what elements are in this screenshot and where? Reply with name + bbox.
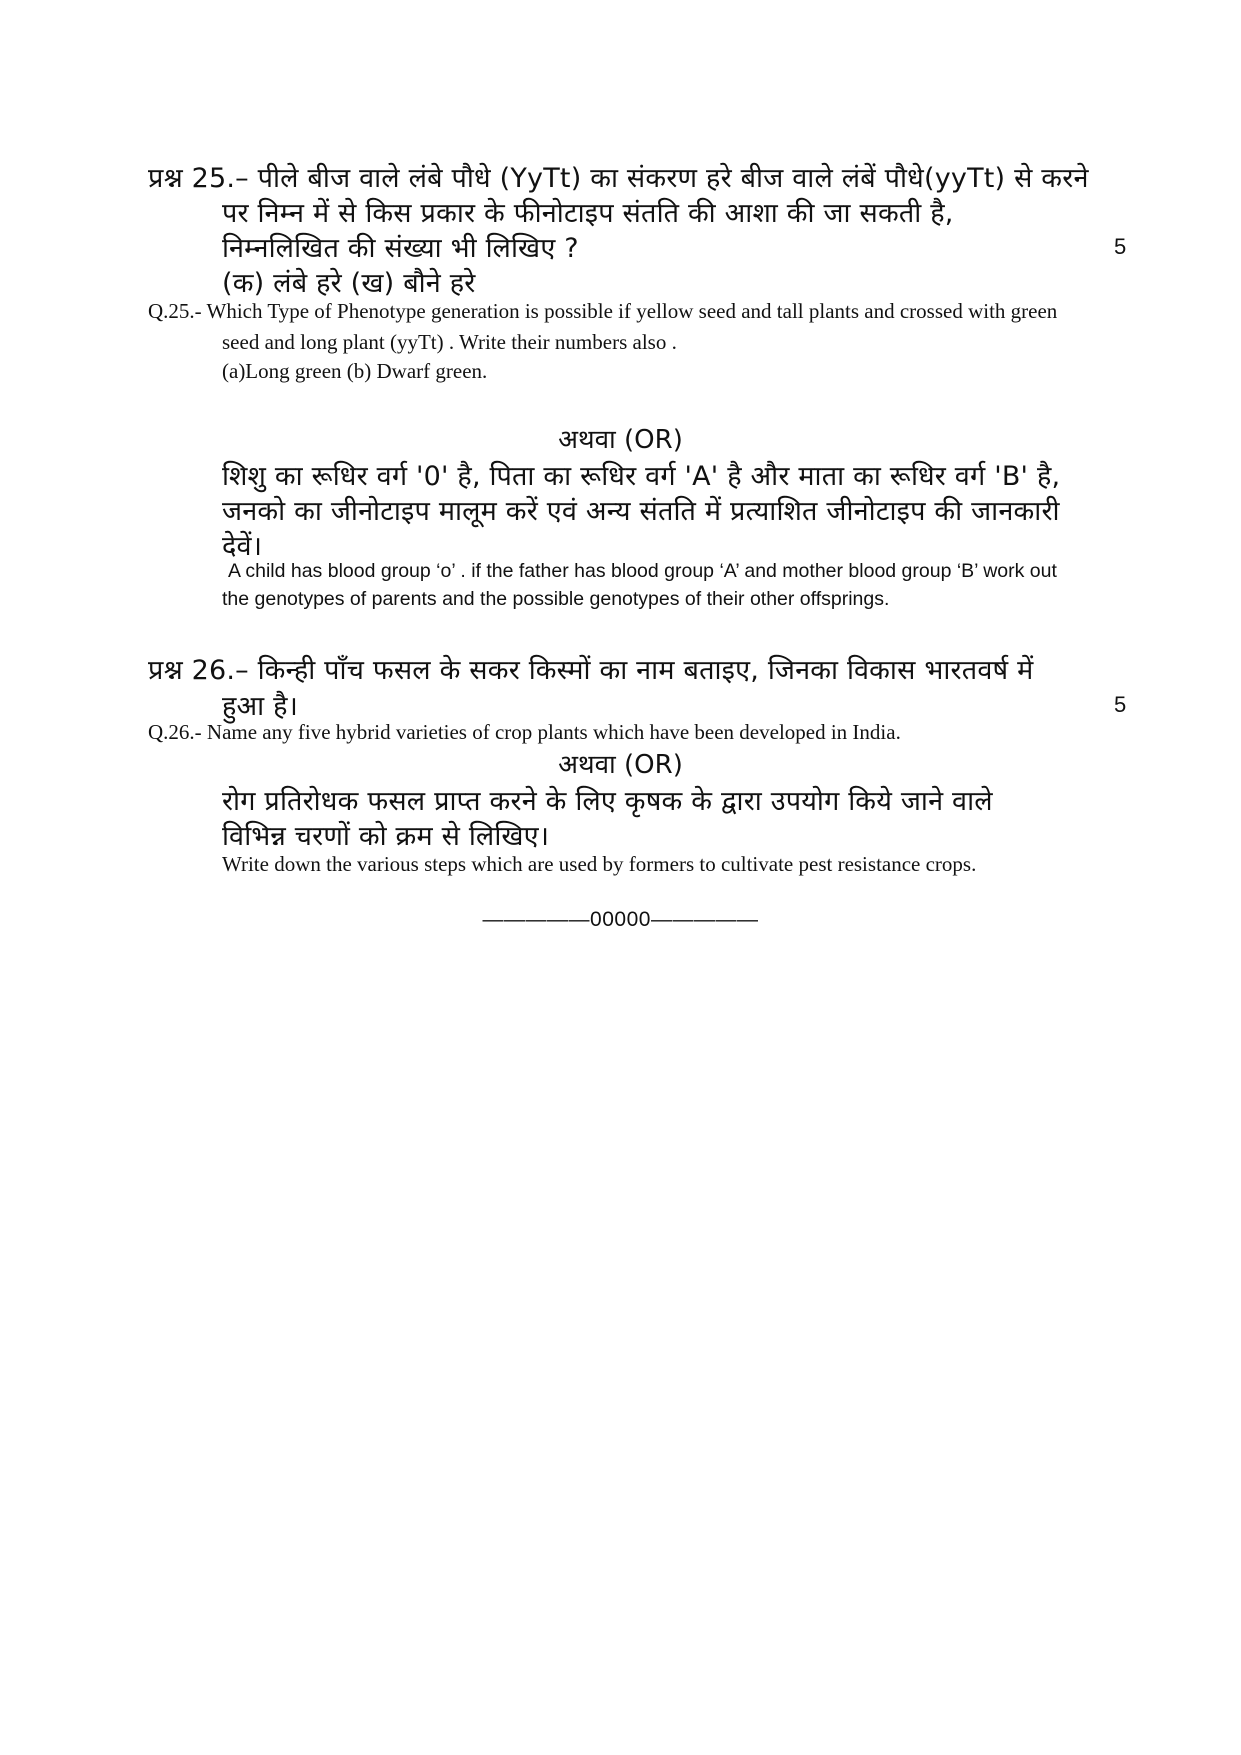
q26-or-label: अथवा (OR) <box>558 750 683 780</box>
q25-alt-english-line-2: the genotypes of parents and the possible genotypes of their other offsprings. <box>222 588 890 610</box>
q25-or-label: अथवा (OR) <box>558 425 683 455</box>
q25-english-line-1: Q.25.- Which Type of Phenotype generation is possible if yellow seed and tall plants and crossed with green <box>148 299 1058 323</box>
q25-marks: 5 <box>1114 234 1127 259</box>
q25-hindi-line-1: प्रश्न 25.– पीले बीज वाले लंबे पौधे (YyTt) का संकरण हरे बीज वाले लंबें पौधे(yyTt) से करने <box>148 163 1089 194</box>
q26-alt-hindi-line-1: रोग प्रतिरोधक फसल प्राप्त करने के लिए कृषक के द्वारा उपयोग किये जाने वाले <box>222 786 993 817</box>
q25-alt-hindi-line-2: जनको का जीनोटाइप मालूम करें एवं अन्य संतति में प्रत्याशित जीनोटाइप की जानकारी <box>222 496 1060 527</box>
q26-alt-hindi-line-2: विभिन्न चरणों को क्रम से लिखिए। <box>222 821 550 852</box>
q25-hindi-line-3: निम्नलिखित की संख्या भी लिखिए ? <box>222 233 579 264</box>
q26-english-line: Q.26.- Name any five hybrid varieties of crop plants which have been developed in India. <box>148 720 901 744</box>
q25-hindi-options: (क) लंबे हरे (ख) बौने हरे <box>222 268 476 299</box>
q26-hindi-line-2: हुआ है। <box>222 691 299 722</box>
q26-hindi-line-1: प्रश्न 26.– किन्ही पाँच फसल के सकर किस्मों का नाम बताइए, जिनका विकास भारतवर्ष में <box>148 655 1034 686</box>
end-of-paper-mark: —————00000————— <box>482 908 759 931</box>
q25-hindi-line-2: पर निम्न में से किस प्रकार के फीनोटाइप संतति की आशा की जा सकती है, <box>222 198 954 229</box>
q25-english-options: (a)Long green (b) Dwarf green. <box>222 359 488 383</box>
q25-alt-hindi-line-3: देवें। <box>222 531 263 562</box>
q25-alt-english-line-1: A child has blood group ‘o’ . if the father has blood group ‘A’ and mother blood group ‘B’ work out <box>228 560 1057 582</box>
q25-english-line-2: seed and long plant (yyTt) . Write their numbers also . <box>222 330 677 354</box>
q25-alt-hindi-line-1: शिशु का रूधिर वर्ग '0' है, पिता का रूधिर वर्ग 'A' है और माता का रूधिर वर्ग 'B' है, <box>222 461 1061 492</box>
q26-alt-english-line: Write down the various steps which are used by formers to cultivate pest resistance crops. <box>222 852 977 876</box>
q26-marks: 5 <box>1114 692 1127 717</box>
